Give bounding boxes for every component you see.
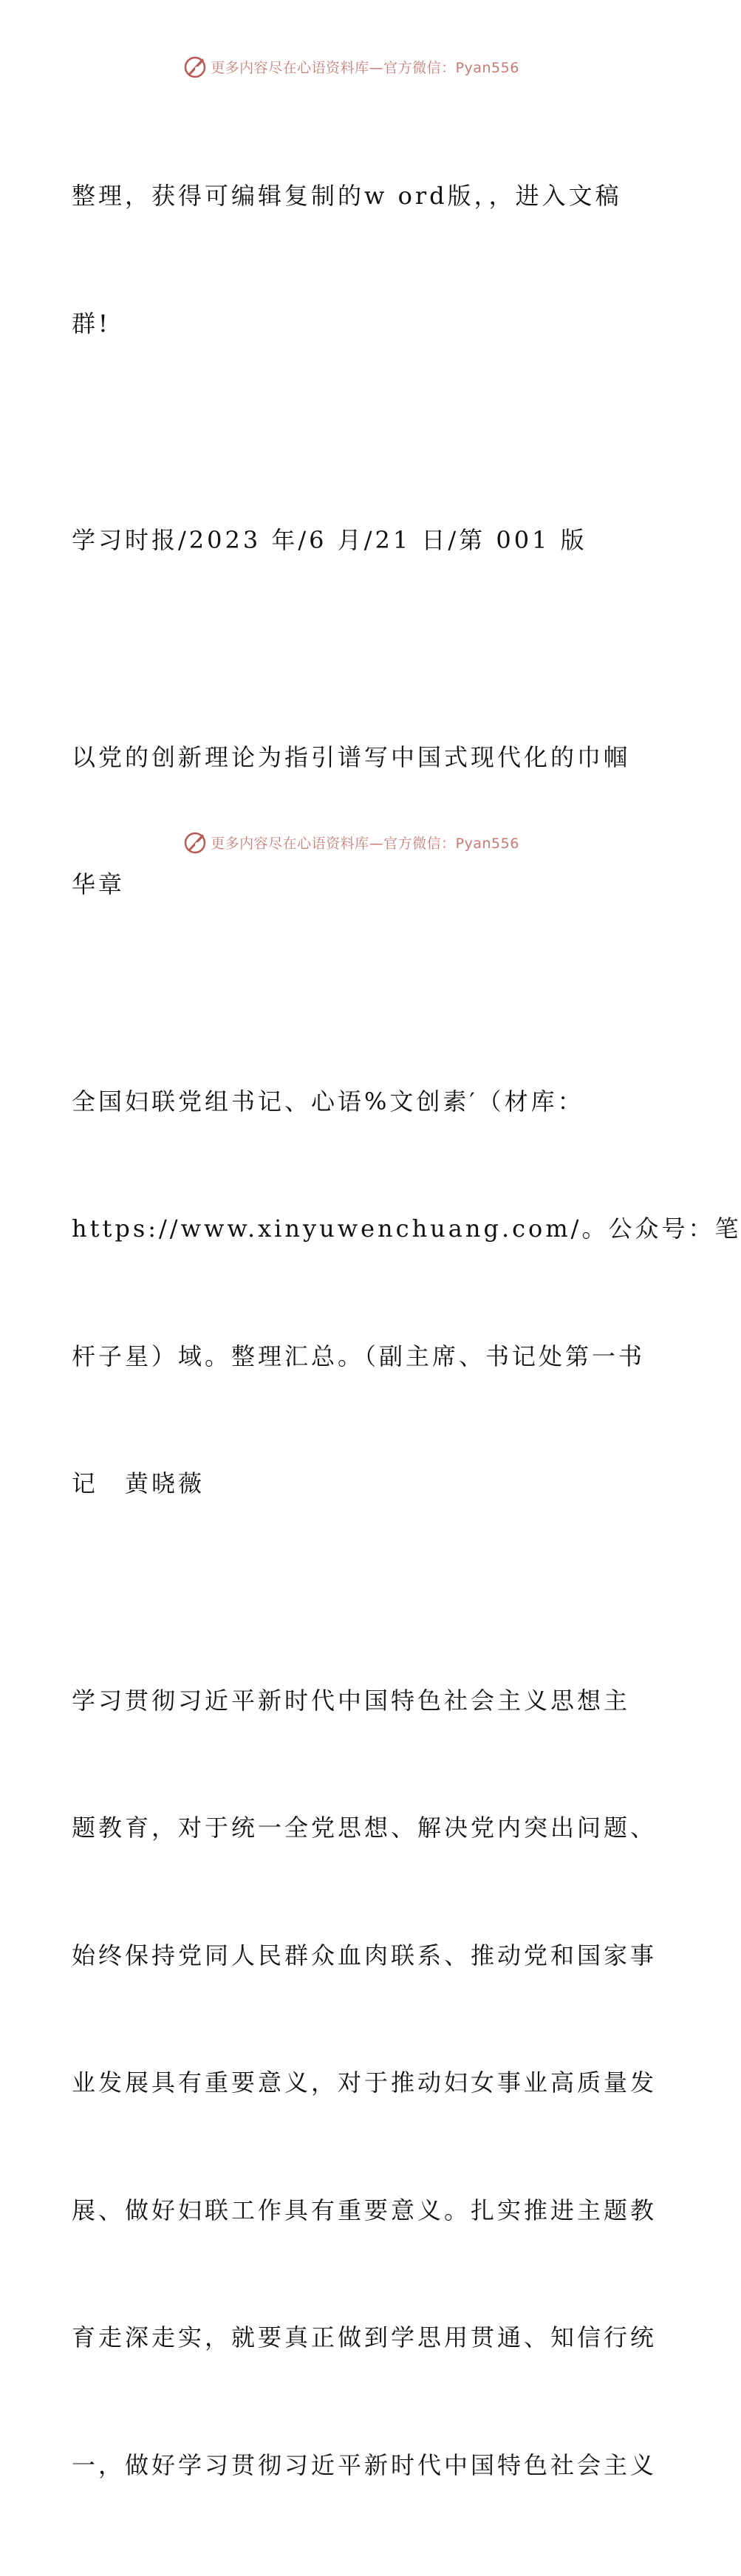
- text-line: 学习时报/2023 年/6 月/21 日/第 001 版: [72, 526, 587, 554]
- text-line: 记 黄晓薇: [72, 1469, 205, 1497]
- paragraph-source: [72, 434, 629, 647]
- paragraph-author: [72, 996, 741, 1591]
- text-line: 杆子星）域。整理汇总。（副主席、书记处第一书: [72, 1342, 646, 1370]
- text-line: 全国妇联党组书记、心语%文创素′（材库：: [72, 1087, 584, 1116]
- text-line: 学习贯彻习近平新时代中国特色社会主义思想主: [72, 1686, 631, 1715]
- text-line: 华章: [72, 870, 126, 898]
- watermark-text: [211, 833, 519, 853]
- text-line: 群!: [72, 309, 111, 338]
- paragraph-title: [72, 652, 629, 991]
- text-line: https://www.xinyuwenchuang.com/。公众号：笔: [72, 1214, 741, 1243]
- watermark-text: [211, 57, 519, 77]
- text-line: 整理，获得可编辑复制的w ord版，，进入文稿: [72, 182, 622, 210]
- text-line: 业发展具有重要意义，对于推动妇女事业高质量发: [72, 2068, 658, 2097]
- document-body: [72, 90, 741, 2576]
- text-line: 育走深走实，就要真正做到学思用贯通、知信行统: [72, 2323, 658, 2351]
- wechat-id: Pyan556: [455, 835, 519, 852]
- wechat-id: Pyan556: [455, 59, 519, 76]
- text-line: 始终保持党同人民群众血肉联系、推动党和国家事: [72, 1941, 658, 1969]
- header-watermark-banner: [0, 52, 702, 81]
- text-line: 题教育，对于统一全党思想、解决党内突出问题、: [72, 1814, 658, 1842]
- paragraph-body: [72, 1595, 658, 2572]
- footer-watermark-banner: [0, 827, 702, 857]
- paragraph-intro: [72, 90, 629, 430]
- watermark-chinese-text: 更多内容尽在心语资料库—官方微信：: [211, 59, 456, 76]
- quill-pen-logo-icon: [182, 54, 208, 79]
- text-line: 以党的创新理论为指引谱写中国式现代化的巾帼: [72, 742, 631, 771]
- watermark-chinese-text: 更多内容尽在心语资料库—官方微信：: [211, 835, 456, 852]
- text-line: 一，做好学习贯彻习近平新时代中国特色社会主义: [72, 2450, 658, 2479]
- text-line: 展、做好妇联工作具有重要意义。扎实推进主题教: [72, 2196, 658, 2224]
- quill-pen-logo-icon: [182, 830, 208, 855]
